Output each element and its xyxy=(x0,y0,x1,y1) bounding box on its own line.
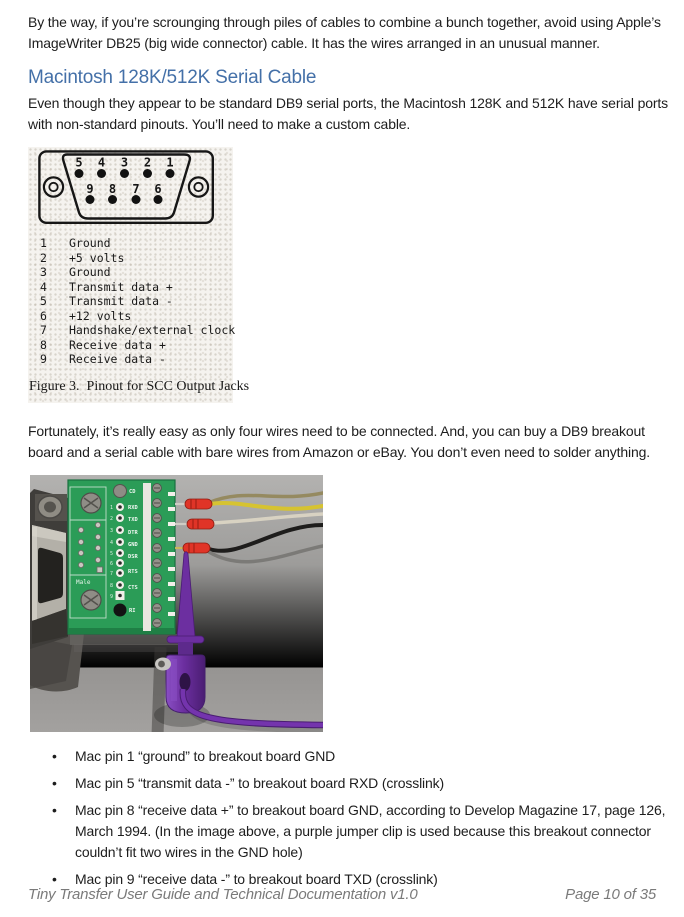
red-crimp-connector xyxy=(183,543,210,553)
pin-row xyxy=(40,352,233,367)
breakout-board-photo xyxy=(30,475,323,732)
svg-text:DSR: DSR xyxy=(128,553,138,560)
panel-hole xyxy=(155,657,171,670)
red-crimp-connector xyxy=(185,499,212,509)
svg-text:5: 5 xyxy=(75,155,83,170)
svg-text:7: 7 xyxy=(109,570,113,577)
list-item xyxy=(28,773,656,794)
pin-row xyxy=(40,265,233,280)
svg-text:CTS: CTS xyxy=(128,584,138,591)
ri-hole xyxy=(114,603,127,616)
intro-paragraph xyxy=(28,12,661,54)
pin-label: Receive data + xyxy=(69,337,166,352)
svg-text:CD: CD xyxy=(129,488,136,495)
db9-connector-drawing xyxy=(38,150,224,230)
svg-text:8: 8 xyxy=(109,582,113,589)
db9-male-connector xyxy=(30,489,68,649)
svg-text:6: 6 xyxy=(109,560,113,567)
pin-label: Receive data - xyxy=(69,352,166,366)
paragraph-line: with non-standard pinouts. You’ll need to make a custom cable. xyxy=(28,116,411,132)
pin-row xyxy=(40,338,233,353)
paragraph-line: board and a serial cable with bare wires from Amazon or eBay. You don’t even need to solder anything. xyxy=(28,443,650,460)
list-item-line: • Mac pin 9 “receive data -” to breakout board TXD (crosslink) xyxy=(75,870,438,887)
pin-label: Ground xyxy=(69,265,111,279)
svg-text:4: 4 xyxy=(97,155,106,170)
pin-assignment-table xyxy=(40,236,236,367)
footer-page-number: Page 10 of 35 xyxy=(565,886,656,903)
svg-text:4: 4 xyxy=(109,539,113,546)
pin-number: 7 xyxy=(40,323,47,337)
pin-number: 4 xyxy=(40,279,47,294)
svg-text:2: 2 xyxy=(143,155,152,170)
pinout-figure xyxy=(28,147,250,403)
board-screw xyxy=(81,493,101,513)
list-item xyxy=(28,746,656,767)
svg-text:8: 8 xyxy=(108,182,117,196)
clip-hole xyxy=(180,673,191,691)
wiring-list xyxy=(28,746,666,890)
board-screw xyxy=(81,590,101,610)
pin-number: 9 xyxy=(40,352,47,366)
footer-doc-title: Tiny Transfer User Guide and Technical Documentation v1.0 xyxy=(28,886,418,903)
svg-text:3: 3 xyxy=(120,155,129,170)
svg-text:DTR: DTR xyxy=(128,529,138,536)
pin-label: Ground xyxy=(69,236,111,250)
list-item-line: couldn’t fit two wires in the GND hole) xyxy=(75,843,303,860)
board-pin-numbers xyxy=(110,505,113,600)
pin-row xyxy=(40,251,233,266)
pin-row xyxy=(40,309,233,324)
figure-caption: Figure 3. Pinout for SCC Output Jacks xyxy=(29,378,250,394)
paragraph-line: ImageWriter DB25 (big wide connector) cable. It has the wires arranged in an unusual manner. xyxy=(28,35,600,51)
pin-row xyxy=(40,323,236,338)
svg-text:5: 5 xyxy=(109,550,113,557)
svg-text:GND: GND xyxy=(128,541,138,548)
paragraph-line: Even though they appear to be standard DB9 serial ports, the Macintosh 128K and 512K have serial ports xyxy=(28,95,669,111)
svg-text:2: 2 xyxy=(109,515,113,522)
pin-number: 1 xyxy=(40,236,47,250)
page-footer xyxy=(28,886,656,903)
red-crimp-connector xyxy=(187,519,214,529)
svg-text:RI: RI xyxy=(129,607,136,614)
terminal-strip xyxy=(143,483,151,631)
svg-text:6: 6 xyxy=(154,182,162,196)
svg-text:7: 7 xyxy=(132,182,140,196)
breakout-paragraph xyxy=(28,421,656,463)
pin-label: Transmit data - xyxy=(69,294,173,308)
breakout-board xyxy=(68,480,175,634)
serial-ports-paragraph xyxy=(28,93,669,135)
list-item-line: • Mac pin 1 “ground” to breakout board GND xyxy=(75,747,336,764)
pin-label: Transmit data + xyxy=(69,279,173,294)
pin-label: +12 volts xyxy=(69,308,132,323)
paragraph-line: Fortunately, it’s really easy as only four wires need to be connected. And, you can buy a DB9 breakout xyxy=(28,422,645,439)
pin-number: 5 xyxy=(40,294,47,308)
svg-text:1: 1 xyxy=(166,155,174,170)
pin-number: 2 xyxy=(40,250,47,265)
pin-row xyxy=(40,294,233,309)
svg-text:9: 9 xyxy=(109,593,113,600)
paragraph-line: By the way, if you’re scrounging through piles of cables to combine a bunch together, avoid using Apple’s xyxy=(28,14,661,30)
terminal-ticks xyxy=(168,492,175,616)
list-item-line: • Mac pin 5 “transmit data -” to breakout board RXD (crosslink) xyxy=(75,774,444,791)
svg-text:TXD: TXD xyxy=(128,516,138,523)
cd-hole xyxy=(114,484,127,497)
svg-text:9: 9 xyxy=(86,182,94,196)
section-heading: Macintosh 128K/512K Serial Cable xyxy=(28,67,317,88)
list-item-line: March 1994. (In the image above, a purple jumper clip is used because this breakout connector xyxy=(75,822,651,839)
svg-text:RXD: RXD xyxy=(128,504,138,511)
svg-text:RTS: RTS xyxy=(128,568,138,575)
pin-number: 3 xyxy=(40,265,47,279)
pin-row xyxy=(40,236,233,251)
list-item xyxy=(28,800,666,863)
pin-holes xyxy=(116,503,125,600)
pin-number: 6 xyxy=(40,308,47,323)
svg-text:3: 3 xyxy=(109,527,113,534)
pin-number: 8 xyxy=(40,337,47,352)
svg-text:1: 1 xyxy=(109,504,113,511)
list-item-line: • Mac pin 8 “receive data +” to breakout board GND, according to Develop Magazine 17, page 126, xyxy=(75,801,666,818)
pin-row xyxy=(40,280,233,295)
male-label: Male xyxy=(76,578,91,586)
pin-label: +5 volts xyxy=(69,250,125,265)
dsub-recess xyxy=(38,547,63,602)
pin-label: Handshake/external clock xyxy=(69,323,236,337)
